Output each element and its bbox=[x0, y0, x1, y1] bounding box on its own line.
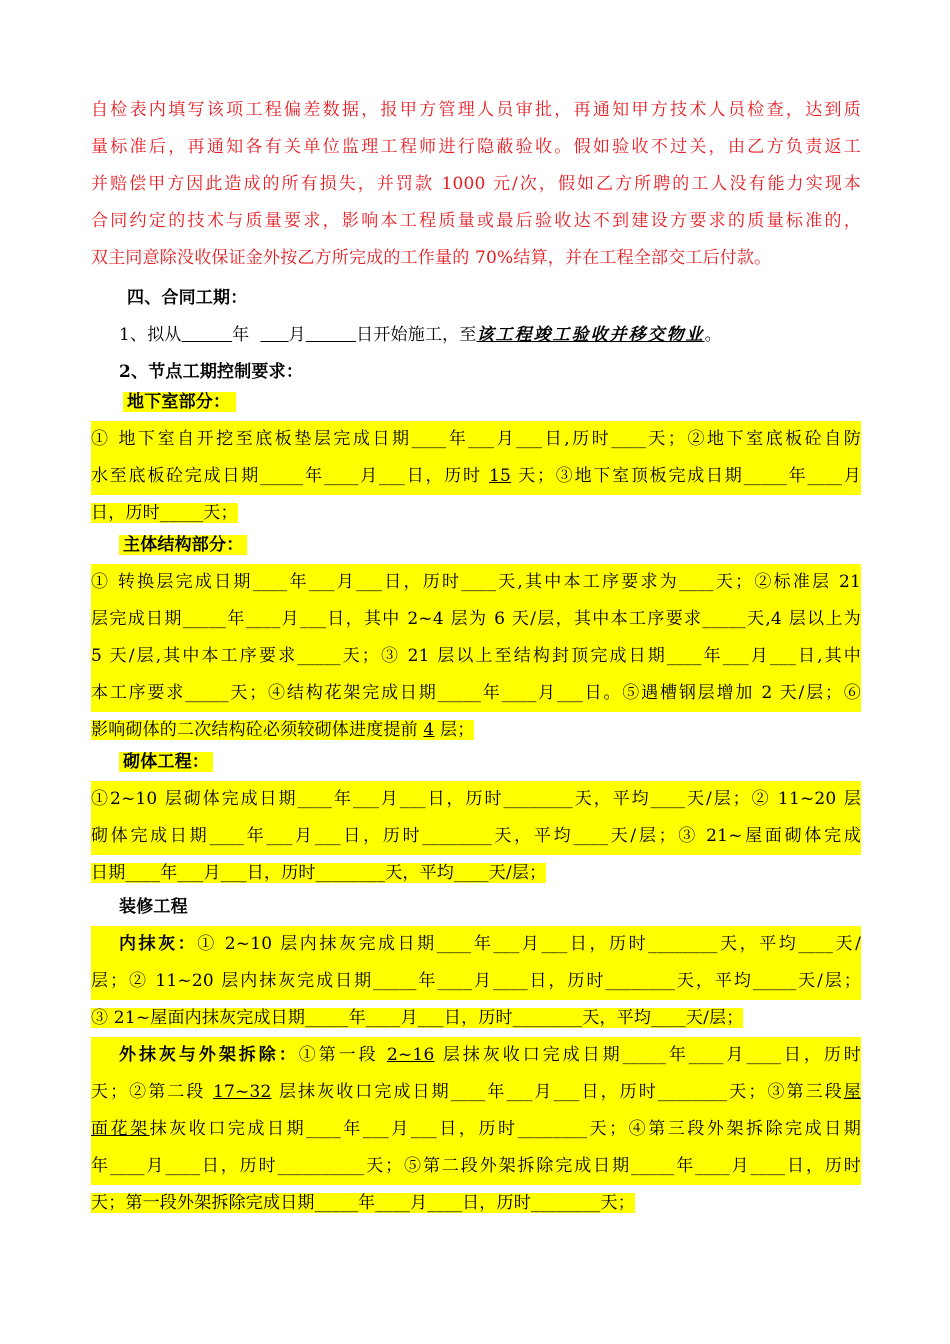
main-structure-line-5 bbox=[91, 720, 474, 740]
start-date-end-punct: 。 bbox=[704, 325, 722, 345]
floors-ahead-4: 4 bbox=[423, 720, 435, 740]
quality-clause-line-4: 合同约定的技术与质量要求，影响本工程质量或最后验收达不到建设方要求的质量标准的， bbox=[91, 211, 861, 231]
start-date-prefix: 1、拟从 bbox=[119, 325, 182, 345]
outer-plaster-line-2-a: 天；②第二段 bbox=[91, 1082, 213, 1102]
outer-plaster-roof-part-2: 面花架 bbox=[91, 1119, 150, 1139]
basement-line-1: ① 地下室自开挖至底板垫层完成日期____年___月___日,历时____天；②地下室底板砼自防 bbox=[91, 421, 861, 458]
main-structure-line-4: 本工序要求_____天；④结构花架完成日期_____年____月___日。⑤遇槽钢层增加 2 天/层；⑥ bbox=[91, 675, 861, 712]
main-structure-heading: 主体结构部分： bbox=[119, 535, 247, 555]
completion-milestone-text: 该工程竣工验收并移交物业 bbox=[476, 325, 705, 345]
inner-plaster-line-1-text: ① 2~10 层内抹灰完成日期____年___月___日，历时________天，平均____天/ bbox=[197, 934, 861, 954]
outer-plaster-line-1 bbox=[91, 1037, 861, 1074]
section-masonry bbox=[91, 744, 861, 892]
main-structure-line-3: 5 天/层,其中本工序要求_____天；③ 21 层以上至结构封顶完成日期____年___月___日,其中 bbox=[91, 638, 861, 675]
section-decoration bbox=[91, 889, 861, 1222]
basement-days-15: 15 bbox=[489, 466, 512, 486]
start-date-month-label: 月 bbox=[288, 325, 306, 345]
outer-plaster-floors-2-16: 2~16 bbox=[386, 1045, 435, 1065]
milestone-requirements-heading: 2、节点工期控制要求： bbox=[119, 362, 304, 382]
basement-line-2 bbox=[91, 458, 861, 495]
basement-line-2-a: 水至底板砼完成日期_____年____月___日，历时 bbox=[91, 466, 489, 486]
main-structure-line-1: ① 转换层完成日期____年___月___日，历时____天,其中本工序要求为____天；②标准层 21 bbox=[91, 564, 861, 601]
masonry-heading-row bbox=[91, 744, 861, 781]
basement-line-3: 日，历时_____天； bbox=[91, 503, 238, 523]
inner-plaster-line-3-row bbox=[91, 1000, 861, 1037]
decoration-heading: 装修工程 bbox=[119, 897, 188, 917]
start-date-day-label: 日开始施工，至 bbox=[356, 325, 477, 345]
basement-heading-row bbox=[91, 384, 861, 421]
outer-plaster-line-1-b: 层抹灰收口完成日期_____年____月____日，历时 bbox=[434, 1045, 861, 1065]
main-structure-heading-row bbox=[91, 527, 861, 564]
masonry-line-3-row bbox=[91, 855, 861, 892]
outer-plaster-line-5: 天；第一段外架拆除完成日期_____年____月____日，历时________天； bbox=[91, 1193, 635, 1213]
masonry-line-2: 砌体完成日期____年___月___日，历时________天，平均____天/层；③ 21~屋面砌体完成 bbox=[91, 818, 861, 855]
outer-plaster-line-5-row bbox=[91, 1185, 861, 1222]
inner-plaster-label: 内抹灰： bbox=[119, 934, 198, 954]
inner-plaster-line-3: ③ 21~屋面内抹灰完成日期_____年____月___日，历时________天，平均____天/层； bbox=[91, 1008, 744, 1028]
main-structure-line-2: 层完成日期_____年____月___日，其中 2~4 层为 6 天/层，其中本工序要求_____天,4 层以上为 bbox=[91, 601, 861, 638]
quality-clause-line-2: 量标准后，再通知各有关单位监理工程师进行隐蔽验收。假如验收不过关，由乙方负责返工 bbox=[91, 137, 861, 157]
outer-plaster-line-4: 年____月____日，历时__________天；⑤第二段外架拆除完成日期_____年____月____日，历时 bbox=[91, 1148, 861, 1185]
main-structure-line-5-a: 影响砌体的二次结构砼必须较砌体进度提前 bbox=[91, 720, 424, 740]
inner-plaster-line-2: 层；② 11~20 层内抹灰完成日期_____年____月____日，历时________天，平均_____天/层； bbox=[91, 963, 861, 1000]
start-date-line bbox=[91, 317, 861, 354]
masonry-line-3: 日期____年___月___日，历时________天，平均____天/层； bbox=[91, 863, 547, 883]
inner-plaster-line-1 bbox=[91, 926, 861, 963]
outer-plaster-floors-17-32: 17~32 bbox=[212, 1082, 272, 1102]
start-date-year-label: 年 bbox=[232, 325, 250, 345]
masonry-heading: 砌体工程： bbox=[119, 752, 213, 772]
quality-clause-line-3: 并赔偿甲方因此造成的所有损失，并罚款 1000 元/次，假如乙方所聘的工人没有能力实现本 bbox=[91, 174, 861, 194]
section-contract-period bbox=[91, 280, 861, 391]
basement-heading: 地下室部分： bbox=[123, 392, 236, 412]
main-structure-line-5-b: 层； bbox=[434, 720, 475, 740]
section-heading-contract-period: 四、合同工期： bbox=[127, 288, 248, 308]
outer-plaster-line-3 bbox=[91, 1111, 861, 1148]
outer-plaster-line-2 bbox=[91, 1074, 861, 1111]
quality-clause-line-5: 双主同意除没收保证金外按乙方所完成的工作量的 70%结算，并在工程全部交工后付款。 bbox=[91, 248, 772, 268]
quality-clause-paragraph bbox=[91, 92, 861, 277]
quality-clause-line-1: 自检表内填写该项工程偏差数据，报甲方管理人员审批，再通知甲方技术人员检查，达到质 bbox=[91, 100, 861, 120]
outer-plaster-line-3-b: 抹灰收口完成日期____年___月___日，历时________天；④第三段外架拆除完成日期 bbox=[149, 1119, 861, 1139]
masonry-line-1: ①2~10 层砌体完成日期____年___月___日，历时________天，平均____天/层；② 11~20 层 bbox=[91, 781, 861, 818]
section-main-structure bbox=[91, 527, 861, 749]
basement-line-2-b: 天；③地下室顶板完成日期_____年____月 bbox=[511, 466, 861, 486]
outer-plaster-roof-part-1: 屋 bbox=[843, 1082, 861, 1102]
outer-plaster-label: 外抹灰与外架拆除： bbox=[119, 1045, 299, 1065]
outer-plaster-line-1-a: ①第一段 bbox=[298, 1045, 387, 1065]
outer-plaster-line-2-b: 层抹灰收口完成日期____年___月___日，历时________天；③第三段 bbox=[271, 1082, 844, 1102]
section-basement bbox=[91, 384, 861, 532]
